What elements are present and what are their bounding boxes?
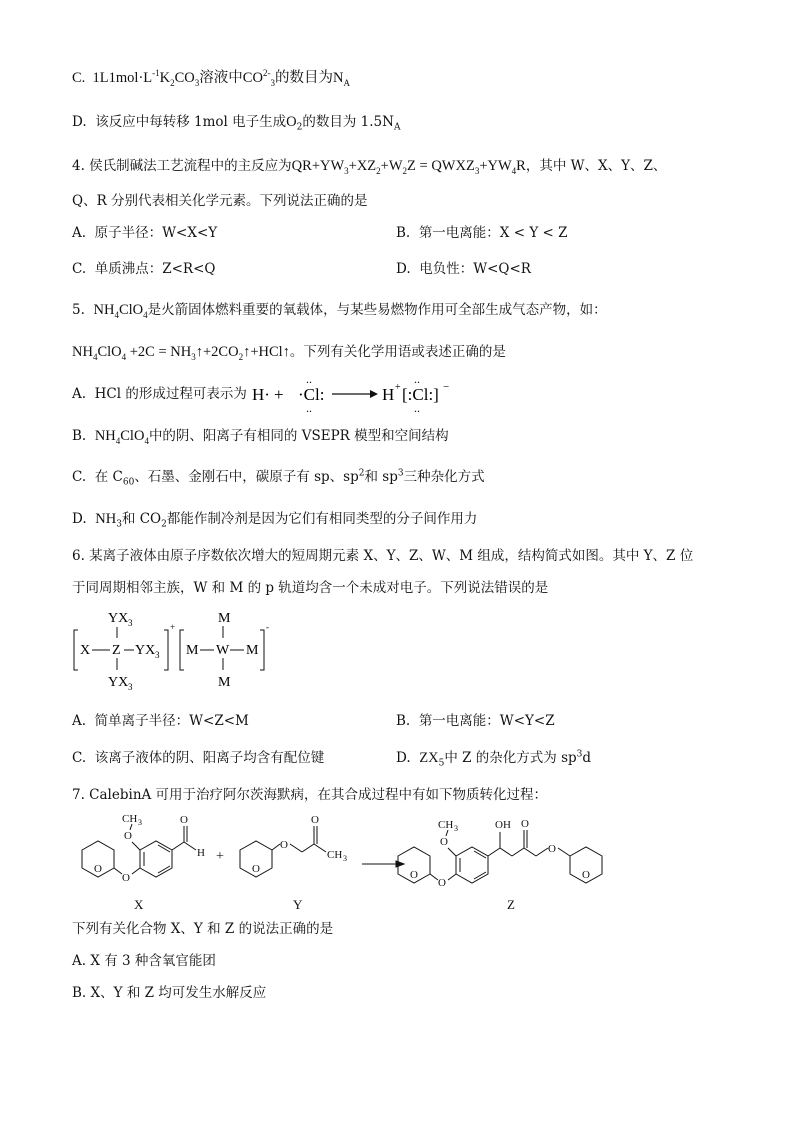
compound-label-y: Y — [293, 897, 303, 912]
svg-text:+: + — [274, 385, 284, 404]
compound-y-structure — [240, 814, 347, 877]
q7-option-a: A. X 有 3 种含氧官能团 — [72, 953, 216, 969]
svg-text:H: H — [382, 385, 395, 404]
q7-stem-line1: 7. CalebinA 可用于治疗阿尔茨海默病，在其合成过程中有如下物质转化过程： — [72, 787, 548, 803]
q5-option-b: B. $NH_4ClO_4$中的阴、阳离子有相同的 VSEPR 模型和空间结构 — [72, 428, 449, 446]
q4-option-c: C. 单质沸点：Z<R<Q — [72, 261, 216, 277]
q5-equation: $NH_4ClO_4 +2C$ = $NH_3↑+2CO_2↑+HCl↑$ — [72, 344, 290, 362]
compound-z-structure — [398, 818, 602, 889]
q5-option-a: A. HCl 的形成过程可表示为 — [72, 386, 247, 402]
compound-x-structure — [82, 813, 205, 884]
q5-stem-line1: 5. $NH_4ClO_4$是火箭固体燃料重要的氧载体，与某些易燃物作用可全部生成气态产物，如： — [72, 302, 607, 320]
svg-text:+: + — [216, 849, 224, 864]
q6-stem-line1: 6. 某离子液体由原子序数依次增大的短周期元素 X、Y、Z、W、M 组成，结构简式如图。其中 Y、Z 位 — [72, 548, 694, 564]
svg-text:O: O — [521, 818, 529, 830]
svg-text:O: O — [311, 814, 319, 826]
reaction-scheme — [66, 812, 716, 914]
svg-text:..: .. — [306, 372, 312, 386]
q3-option-d: D. 该反应中每转移 1mol 电子生成$O_2$的数目为 $1.5N_A$ — [72, 114, 401, 133]
svg-text:..: .. — [414, 372, 420, 386]
compound-label-z: Z — [507, 897, 515, 912]
q6-option-a: A. 简单离子半径：W<Z<M — [72, 713, 249, 729]
q6-option-c: C. 该离子液体的阴、阳离子均含有配位键 — [72, 750, 325, 766]
svg-text:[:Cl:]: [:Cl:] — [402, 385, 439, 404]
svg-text:O: O — [280, 839, 288, 851]
q4-stem-line2: Q、R 分别代表相关化学元素。下列说法正确的是 — [72, 193, 368, 209]
svg-text:3: 3 — [454, 824, 458, 833]
q5-option-d: D. $NH_3$和 $CO_2$都能作制冷剂是因为它们有相同类型的分子间作用力 — [72, 511, 478, 530]
q6-option-d: D. $ZX_5$中 Z 的杂化方式为 $sp^3d$ — [396, 749, 592, 769]
q6-option-b: B. 第一电离能：W<Y<Z — [396, 713, 555, 729]
svg-text:OH: OH — [495, 819, 511, 831]
svg-text:O: O — [122, 872, 130, 884]
q4-option-a: A. 原子半径：W<X<Y — [72, 225, 218, 241]
q5-stem-line2: $NH_4ClO_4 +2C$ = $NH_3↑+2CO_2↑+HCl↑$。下列有关化学用语或表述正确的是 — [72, 344, 506, 362]
svg-text:M: M — [218, 675, 231, 690]
svg-text:H: H — [197, 847, 205, 859]
svg-text:YX: YX — [108, 675, 129, 690]
q6-stem-line2: 于同周期相邻主族，W 和 M 的 p 轨道均含一个未成对电子。下列说法错误的是 — [72, 580, 549, 596]
svg-text:CH: CH — [327, 849, 343, 861]
svg-text:−: − — [443, 381, 450, 393]
svg-text:CH: CH — [438, 819, 454, 831]
q3-option-c: C. $1L1mol\cdot L^{-1}K_2CO_3$溶液中$CO^{2-}_3$的数目为$N_A$ — [72, 68, 350, 88]
q4-option-b: B. 第一电离能：X < Y < Z — [396, 225, 568, 241]
svg-text:3: 3 — [343, 854, 347, 863]
q5-option-c: C. 在 $C_{60}$、石墨、金刚石中，碳原子有 sp、$sp^2$和 $sp^3$三种杂化方式 — [72, 468, 485, 488]
svg-text:M: M — [246, 643, 259, 658]
svg-text:YX: YX — [108, 611, 129, 626]
svg-text:3: 3 — [128, 618, 133, 628]
svg-text:M: M — [186, 643, 199, 658]
svg-text:M: M — [218, 611, 231, 626]
svg-text:O: O — [124, 830, 132, 842]
svg-text:CH: CH — [122, 813, 138, 825]
q7-option-b: B. X、Y 和 Z 均可发生水解反应 — [72, 985, 267, 1001]
svg-text:W: W — [216, 643, 230, 658]
svg-text:O: O — [94, 863, 102, 875]
svg-text:O: O — [440, 836, 448, 848]
q4-stem-line1: 4. 侯氏制碱法工艺流程中的主反应为$QR+YW_3+XZ_2+W_2Z$ = $QWXZ_3+YW_4R$，其中 W、X、Y、Z、 — [72, 158, 667, 176]
svg-text:-: - — [266, 622, 269, 632]
svg-text:H·: H· — [252, 385, 270, 404]
svg-text:O: O — [252, 863, 260, 875]
svg-text:O: O — [180, 814, 188, 826]
svg-text:O: O — [582, 869, 590, 881]
svg-text:O: O — [438, 877, 446, 889]
svg-text:O: O — [548, 843, 556, 855]
q4-equation: $QR+YW_3+XZ_2+W_2Z$ = $QWXZ_3+YW_4R$ — [291, 158, 526, 176]
q4-option-d: D. 电负性：W<Q<R — [396, 261, 531, 277]
ionic-liquid-structure — [72, 606, 277, 694]
svg-text:X: X — [80, 643, 91, 658]
hcl-electron-dot-diagram — [250, 372, 470, 414]
svg-text:3: 3 — [155, 650, 160, 660]
svg-text:+: + — [395, 382, 401, 393]
svg-text:..: .. — [306, 401, 312, 414]
svg-text:3: 3 — [138, 818, 142, 827]
svg-text:..: .. — [414, 401, 420, 414]
svg-text:·Cl:: ·Cl: — [298, 385, 325, 404]
svg-text:+: + — [170, 622, 176, 632]
svg-text:YX: YX — [135, 643, 156, 658]
svg-text:3: 3 — [128, 682, 133, 692]
compound-label-x: X — [134, 897, 144, 912]
svg-text:O: O — [410, 869, 418, 881]
svg-text:Z: Z — [112, 643, 121, 658]
q7-stem-line2: 下列有关化合物 X、Y 和 Z 的说法正确的是 — [72, 921, 334, 937]
